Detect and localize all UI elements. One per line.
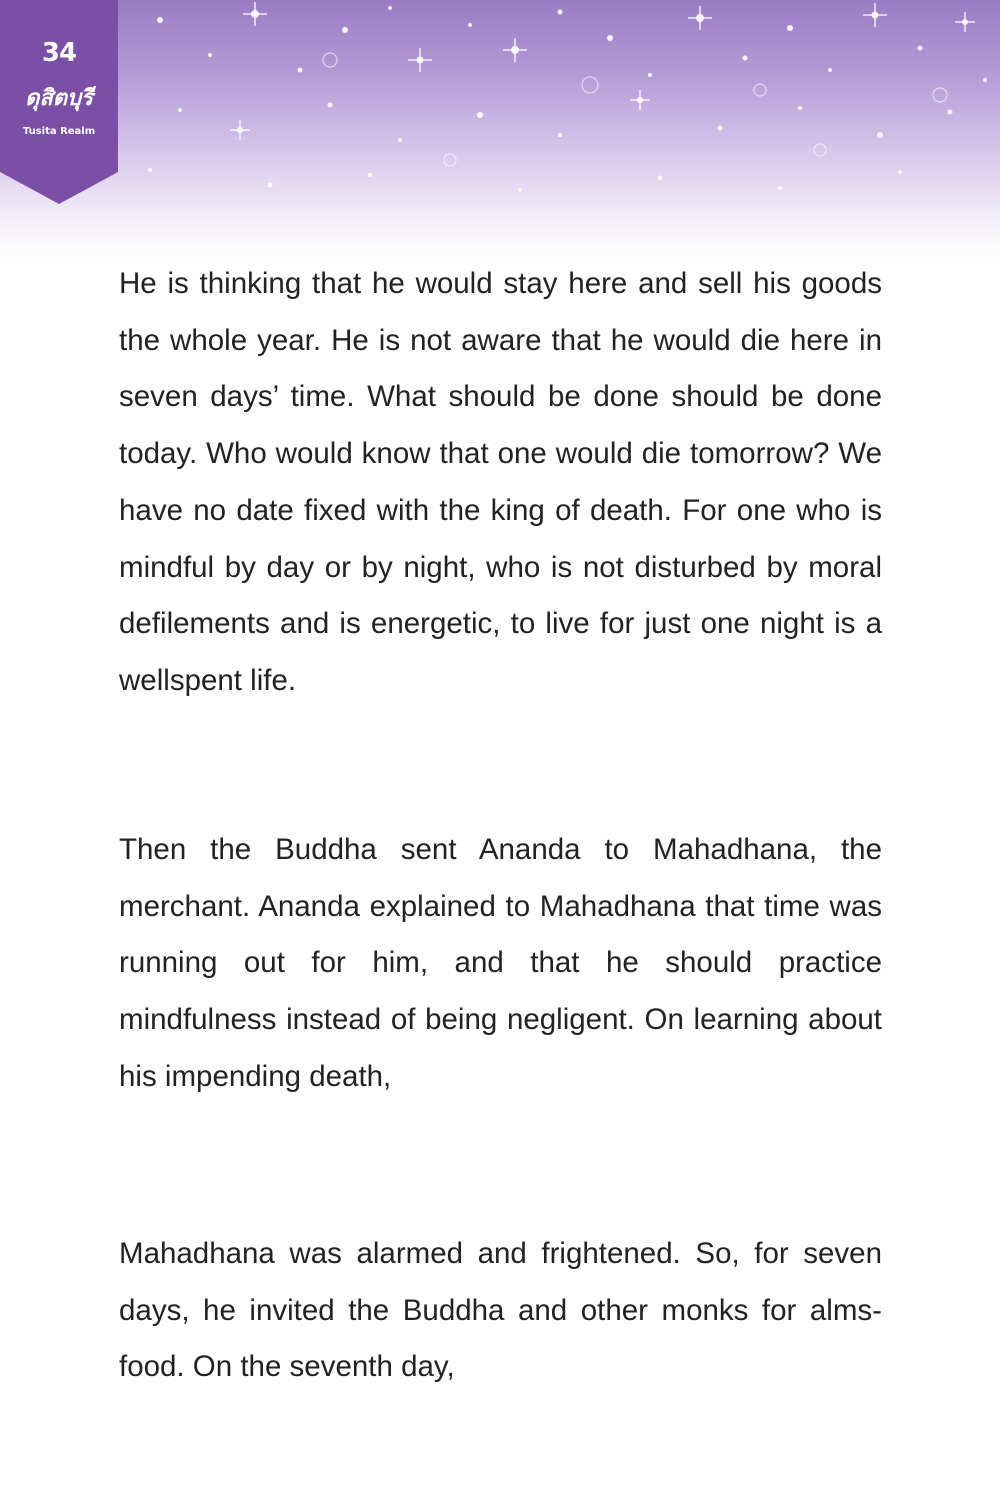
page-number: 34 (41, 38, 77, 68)
book-subtitle: Tusita Realm (22, 126, 96, 137)
paragraph-2: Then the Buddha sent Ananda to Mahadhana, the merchant. Ananda explained to Mahadhana that time was running out for him, and that he should practice mindfulness instead of being negligent. On learning about his impending death, (119, 833, 882, 1093)
header-band (0, 0, 1000, 260)
paragraph-3: Mahadhana was alarmed and frightened. So, for seven days, he invited the Buddha and other monks for alms-food. On the seventh day, (119, 1237, 882, 1384)
paragraph-1: He is thinking that he would stay here and sell his goods the whole year. He is not aware that he would die here in seven days’ time. What should be done should be done today. Who would know that one would die tomorrow? We have no date fixed with the king of death. For one who is mindful by day or by night, who is not disturbed by moral defilements and is energetic, to live for just one night is a wellspent life. (119, 267, 882, 697)
sparkle-decoration (0, 0, 1000, 260)
book-title-logo: ดุสิตบุรี (25, 86, 93, 111)
